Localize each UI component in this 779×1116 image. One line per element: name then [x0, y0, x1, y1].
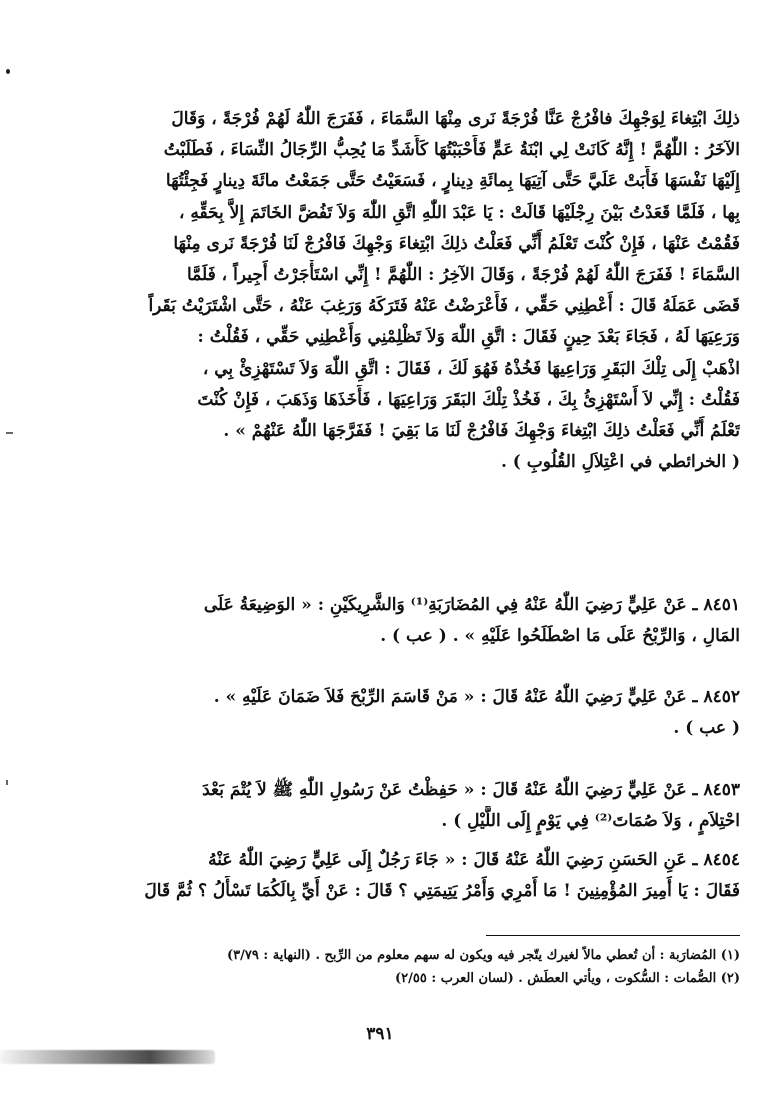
- scan-speck: [6, 780, 8, 785]
- hadith-8454: [118, 845, 740, 907]
- text-line: ( الخرائطي في اعْتِلاَلِ القُلُوبِ ) .: [500, 452, 740, 473]
- hadith-8452: [118, 682, 740, 744]
- hadith-continuation-paragraph: [118, 104, 740, 478]
- text-line: إِلَيْهَا نَفْسَهَا فَأَبَتْ عَلَيَّ حَتَّى آتِيَهَا بِمائَةِ دِينارٍ ، فَسَعَيْتُ حَتَّى جَمَعْتُ مائَةَ دِينارٍ فَجِئْتُهَا: [165, 171, 740, 192]
- text-line: ٨٤٥١ ـ عَنْ عَلِيٍّ رَضِيَ اللّٰهُ عَنْهُ فِي المُضَارَبَةِ⁽¹⁾ وَالشَّرِيكَيْنِ : « الوَضِيعَةُ عَلَى: [203, 595, 740, 615]
- text-line: ٨٤٥٤ ـ عَنِ الحَسَنِ رَضِيَ اللّٰهُ عَنْهُ قَالَ : « جَاءَ رَجُلٌ إِلَى عَلِيٍّ رَضِيَ اللّٰهُ عَنْهُ: [208, 850, 740, 870]
- text-line: اذْهَبْ إِلَى تِلْكَ البَقَرِ وَرَاعِيهَا فَخُذْهُ فَهُوَ لَكَ ، فَقَالَ : اتَّقِ اللّٰهَ وَلاَ تَسْتَهْزِئْ بِي ،: [202, 358, 740, 379]
- text-line: ذلِكَ ابْتِغاءَ لِوَجْهِكَ فافْرُجْ عَنَّا فُرْجَةً نَرى مِنْهَا السَّمَاءَ ، فَفَرَجَ اللّٰهُ لَهُمْ فُرْجَةً ، وَقَالَ: [171, 109, 740, 129]
- text-line: فَقُمْتُ عَنْهَا ، فَإِنْ كُنْتَ تَعْلَمُ أَنِّي فَعَلْتُ ذلِكَ ابْتِغاءَ وَجْهِكَ فَافْرُجْ لَنَا فُرْجَةً نَرى مِنْهَا: [173, 233, 740, 254]
- footnotes: [150, 944, 740, 990]
- text-line: فَقَالَ : يَا أَمِيرَ المُؤْمِنِينَ ! مَا أَمْرِي وَأَمْرُ يَتِيمَتِي ؟ قَالَ : عَنْ أَيِّ بِالَكُمَا تَسْأَلُ ؟ ثُمَّ قَالَ: [144, 881, 740, 902]
- text-line: بِها ، فَلَمَّا قَعَدْتُ بَيْنَ رِجْلَيْهَا قَالَتْ : يَا عَبْدَ اللّٰهِ اتَّقِ اللّٰهَ وَلاَ تَفُضَّ الخَاتَمَ إِلاَّ بِحَقِّهِ ،: [178, 202, 740, 223]
- text-line: احْتِلاَمٍ ، وَلاَ صُمَاتَ⁽²⁾ فِي يَوْمٍ إِلَى اللَّيْلِ ) .: [441, 811, 740, 832]
- footnote-2: (٢) الصُّمات : السُّكوت ، ويأتي العطَش . (لسان العرب : ٢/٥٥): [395, 971, 740, 986]
- scan-speck: [6, 69, 10, 74]
- text-line: تَعْلَمُ أَنِّي فَعَلْتُ ذلِكَ ابْتِغاءَ وَجْهِكَ فَافْرُجْ لَنَا مَا بَقِيَ ! فَفَرَّجَهَا اللّٰهُ عَنْهُمْ » .: [223, 420, 740, 441]
- text-line: ( عب ) .: [673, 718, 740, 739]
- scan-speck: [6, 432, 13, 434]
- text-line: قَضَى عَمَلَهُ قَالَ : أَعْطِنِي حَقِّي ، فَأَعْرَضْتُ عَنْهُ فَتَرَكَهُ وَرَغِبَ عَنْهُ ، حَتَّى اشْتَرَيْتُ بَقَراً: [148, 296, 740, 317]
- text-line: الآخَرُ : اللّٰهُمَّ ! إِنَّهُ كَانَتْ لِي ابْنَةُ عَمٍّ فَأَحْبَبْتُهَا كَأَشَدِّ مَا يُحِبُّ الرِّجَالُ النِّسَاءَ ، فَطَلَبْتُ: [163, 140, 740, 161]
- hadith-8451: [118, 590, 740, 652]
- text-line: ٨٤٥٢ ـ عَنْ عَلِيٍّ رَضِيَ اللّٰهُ عَنْهُ قَالَ : « مَنْ قَاسَمَ الرِّبْحَ فَلاَ ضَمَانَ عَلَيْهِ » .: [213, 687, 740, 707]
- text-line: ٨٤٥٣ ـ عَنْ عَلِيٍّ رَضِيَ اللّٰهُ عَنْهُ قَالَ : « حَفِظْتُ عَنْ رَسُولِ اللّٰهِ ﷺ لاَ يُتْمَ بَعْدَ: [202, 780, 740, 800]
- text-line: السَّمَاءَ ! فَفَرَجَ اللّٰهُ لَهُمْ فُرْجَةً ، وَقَالَ الآخِرُ : اللّٰهُمَّ ! إِنِّي اسْتَأْجَرْتُ أَجِيراً ، فَلَمَّا: [187, 264, 740, 285]
- text-line: فَقُلْتُ : إِنِّي لاَ أَسْتَهْزِئُ بِكَ ، فَخُذْ تِلْكَ البَقَرَ وَرَاعِيَهَا ، فَأَخَذَهَا وَذَهَبَ ، فَإِنْ كُنْتَ: [197, 389, 740, 410]
- footnote-divider: [486, 935, 740, 936]
- hadith-8453: [118, 775, 740, 837]
- page-number: ٣٩١: [366, 1024, 394, 1044]
- footnote-1: (١) المُضارَبة : أن تُعطي مالاً لغيرك يتّجر فيه ويكون له سهم معلوم من الرِّبح . (النهاية : ٣/٧٩): [227, 948, 740, 963]
- text-line: المَالِ ، وَالرِّبْحُ عَلَى مَا اصْطَلَحُوا عَلَيْهِ » . ( عب ) .: [380, 626, 740, 647]
- scan-smudge: [0, 1050, 215, 1064]
- text-line: وَرَعِيَهَا لَهُ ، فَجَاءَ بَعْدَ حِينٍ فَقَالَ : اتَّقِ اللّٰهَ وَلاَ تَظْلِمْنِي وَأَعْطِنِي حَقِّي ، فَقُلْتُ :: [197, 327, 740, 348]
